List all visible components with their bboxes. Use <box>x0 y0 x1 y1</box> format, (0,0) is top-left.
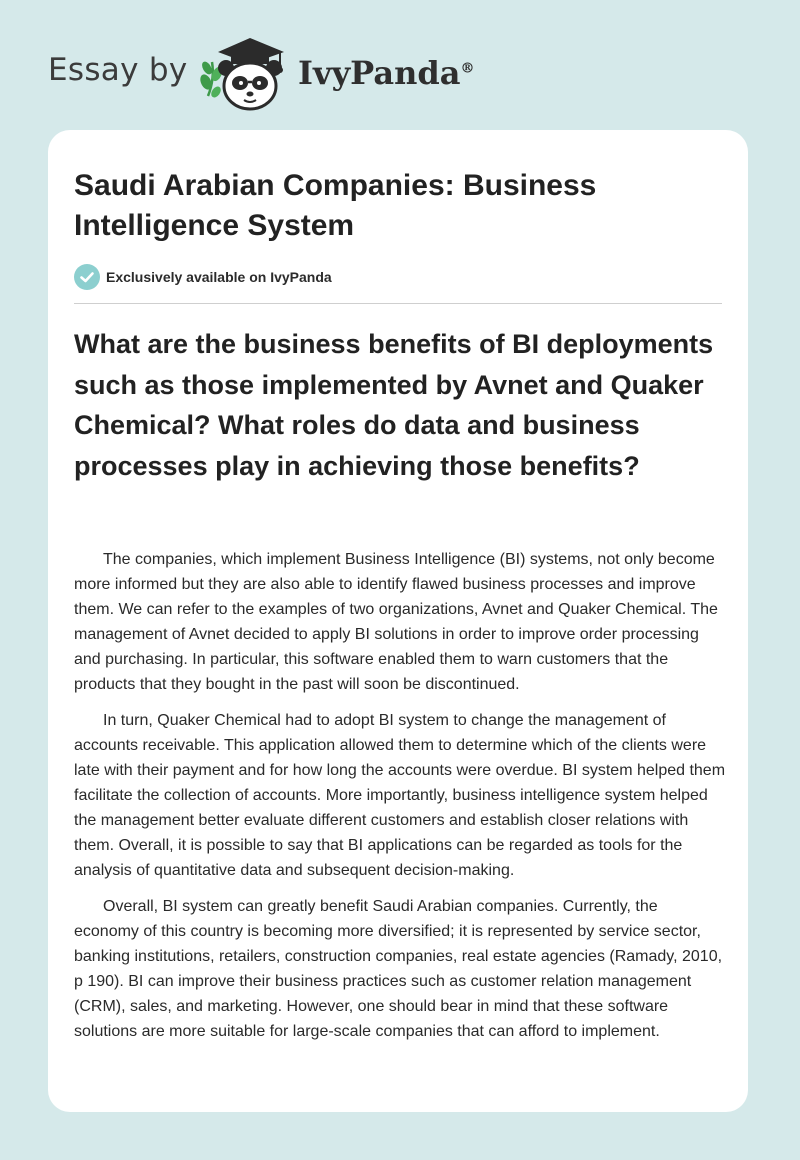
paragraph-3: Overall, BI system can greatly benefit Saudi Arabian companies. Currently, the economy of this country is becoming more diversified; it is represented by service sector, banking institutions, retailers, construction companies, real estate agencies (Ramady, 2010, p 190). BI can improve their business practices such as customer relation management (CRM), sales, and marketing. However, one should bear in mind that these software solutions are more suitable for large-scale companies that can afford to implement. <box>74 898 723 1040</box>
check-circle-icon <box>74 264 100 290</box>
article-body <box>74 547 726 1055</box>
divider <box>74 303 722 304</box>
brand-header <box>48 34 508 114</box>
page-title: Saudi Arabian Companies: Business Intelligence System <box>74 169 597 242</box>
article-card <box>48 130 748 1112</box>
panda-logo-icon <box>198 34 290 112</box>
exclusive-badge <box>74 264 332 290</box>
paragraph-1: The companies, which implement Business Intelligence (BI) systems, not only become more informed but they are also able to identify flawed business processes and improve them. We can refer to the examples of two organizations, Avnet and Quaker Chemical. The management of Avnet decided to apply BI solutions in order to improve order processing and purchasing. In particular, this software enabled them to warn customers that the products that they bought in the past will soon be discontinued. <box>74 551 718 693</box>
paragraph-2: In turn, Quaker Chemical had to adopt BI system to change the management of accounts receivable. This application allowed them to determine which of the clients were late with their payment and for how long the accounts were overdue. BI system helped them facilitate the collection of accounts. More importantly, business intelligence system helped the management better evaluate different customers and establish closer relations with them. Overall, it is possible to say that BI applications can be regarded as tools for the analysis of quantitative data and subsequent decision-making. <box>74 712 726 879</box>
exclusive-badge-label: Exclusively available on IvyPanda <box>106 269 332 285</box>
section-heading: What are the business benefits of BI deployments such as those implemented by Avnet and Quaker Chemical? What roles do data and business processes play in achieving those benefits? <box>74 329 714 481</box>
brand-name: IvyPanda® <box>298 54 475 92</box>
brand-prefix: Essay by <box>48 52 188 88</box>
